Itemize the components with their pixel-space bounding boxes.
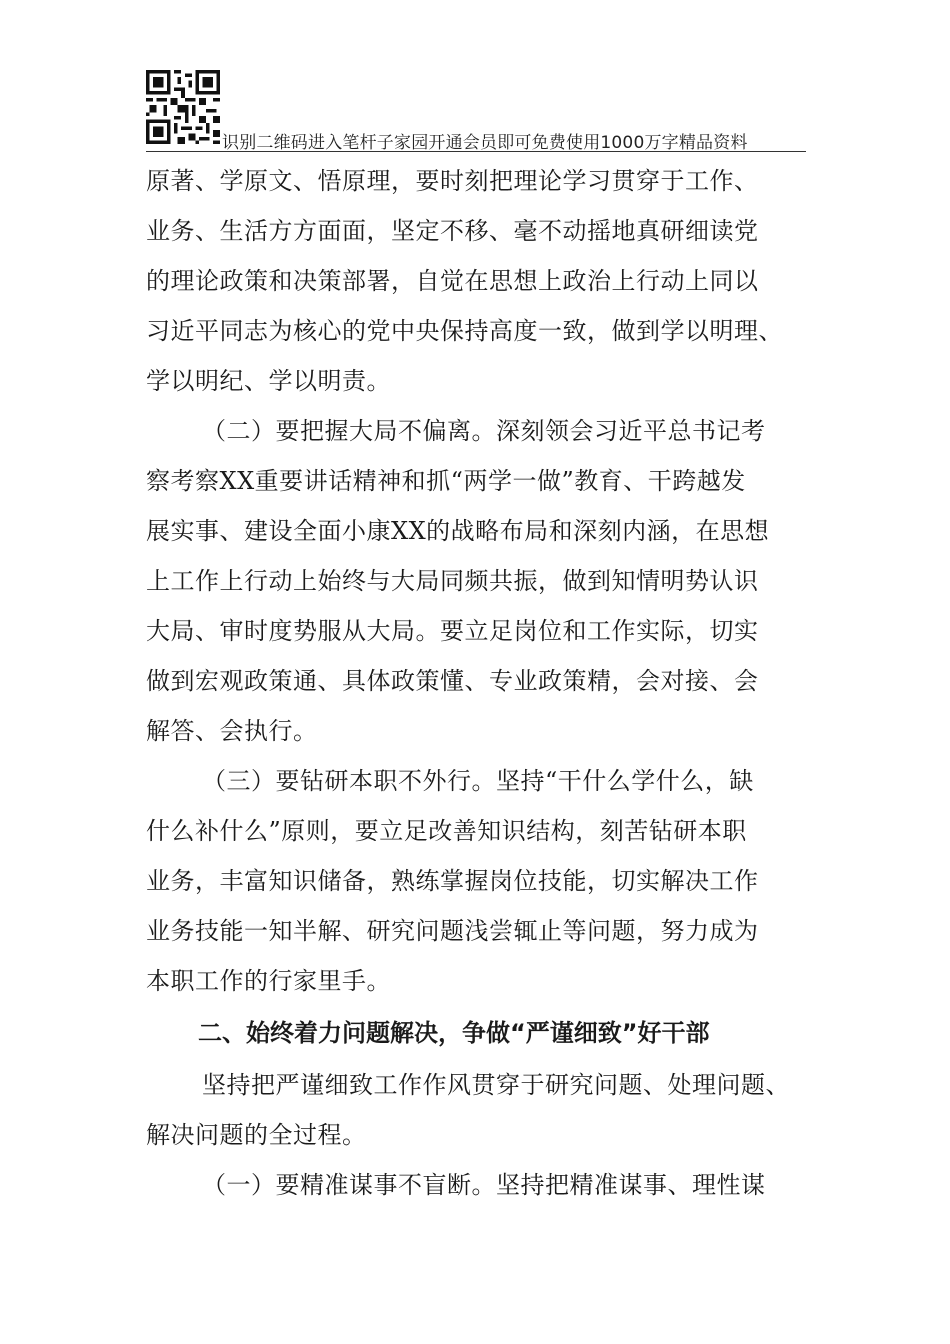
text-line: 解答、会执行。 bbox=[146, 717, 318, 745]
text-line: 的理论政策和决策部署，自觉在思想上政治上行动上同以 bbox=[146, 267, 759, 295]
text-line: 大局、审时度势服从大局。要立足岗位和工作实际，切实 bbox=[146, 617, 759, 645]
text-line: 原著、学原文、悟原理，要时刻把理论学习贯穿于工作、 bbox=[146, 167, 759, 195]
text-line: 展实事、建设全面小康XX的战略布局和深刻内涵，在思想 bbox=[146, 517, 770, 545]
text-line: 做到宏观政策通、具体政策懂、专业政策精，会对接、会 bbox=[146, 667, 759, 695]
text-line: 察考察XX重要讲话精神和抓“两学一做”教育、干跨越发 bbox=[146, 467, 746, 495]
header-rule bbox=[146, 151, 806, 152]
document-body bbox=[146, 156, 826, 1210]
text-line: 学以明纪、学以明责。 bbox=[146, 367, 391, 395]
section-heading: 二、始终着力问题解决，争做“严谨细致”好干部 bbox=[198, 1019, 710, 1047]
text-line: 解决问题的全过程。 bbox=[146, 1121, 367, 1149]
text-line: 什么补什么”原则，要立足改善知识结构，刻苦钻研本职 bbox=[146, 817, 747, 845]
text-line: （三）要钻研本职不外行。坚持“干什么学什么，缺 bbox=[202, 767, 754, 795]
text-line: 坚持把严谨细致工作作风贯穿于研究问题、处理问题、 bbox=[202, 1071, 790, 1099]
header-banner: 识别二维码进入笔杆子家园开通会员即可免费使用1000万字精品资料 bbox=[222, 133, 748, 153]
text-line: 上工作上行动上始终与大局同频共振，做到知情明势认识 bbox=[146, 567, 759, 595]
text-line: 本职工作的行家里手。 bbox=[146, 967, 391, 995]
qr-code-icon bbox=[146, 70, 220, 144]
text-line: 业务技能一知半解、研究问题浅尝辄止等问题，努力成为 bbox=[146, 917, 759, 945]
text-line: 业务、生活方方面面，坚定不移、毫不动摇地真研细读党 bbox=[146, 217, 759, 245]
text-line: （二）要把握大局不偏离。深刻领会习近平总书记考 bbox=[202, 417, 766, 445]
text-line: 业务，丰富知识储备，熟练掌握岗位技能，切实解决工作 bbox=[146, 867, 759, 895]
text-line: 习近平同志为核心的党中央保持高度一致，做到学以明理、 bbox=[146, 317, 783, 345]
text-line: （一）要精准谋事不盲断。坚持把精准谋事、理性谋 bbox=[202, 1171, 766, 1199]
